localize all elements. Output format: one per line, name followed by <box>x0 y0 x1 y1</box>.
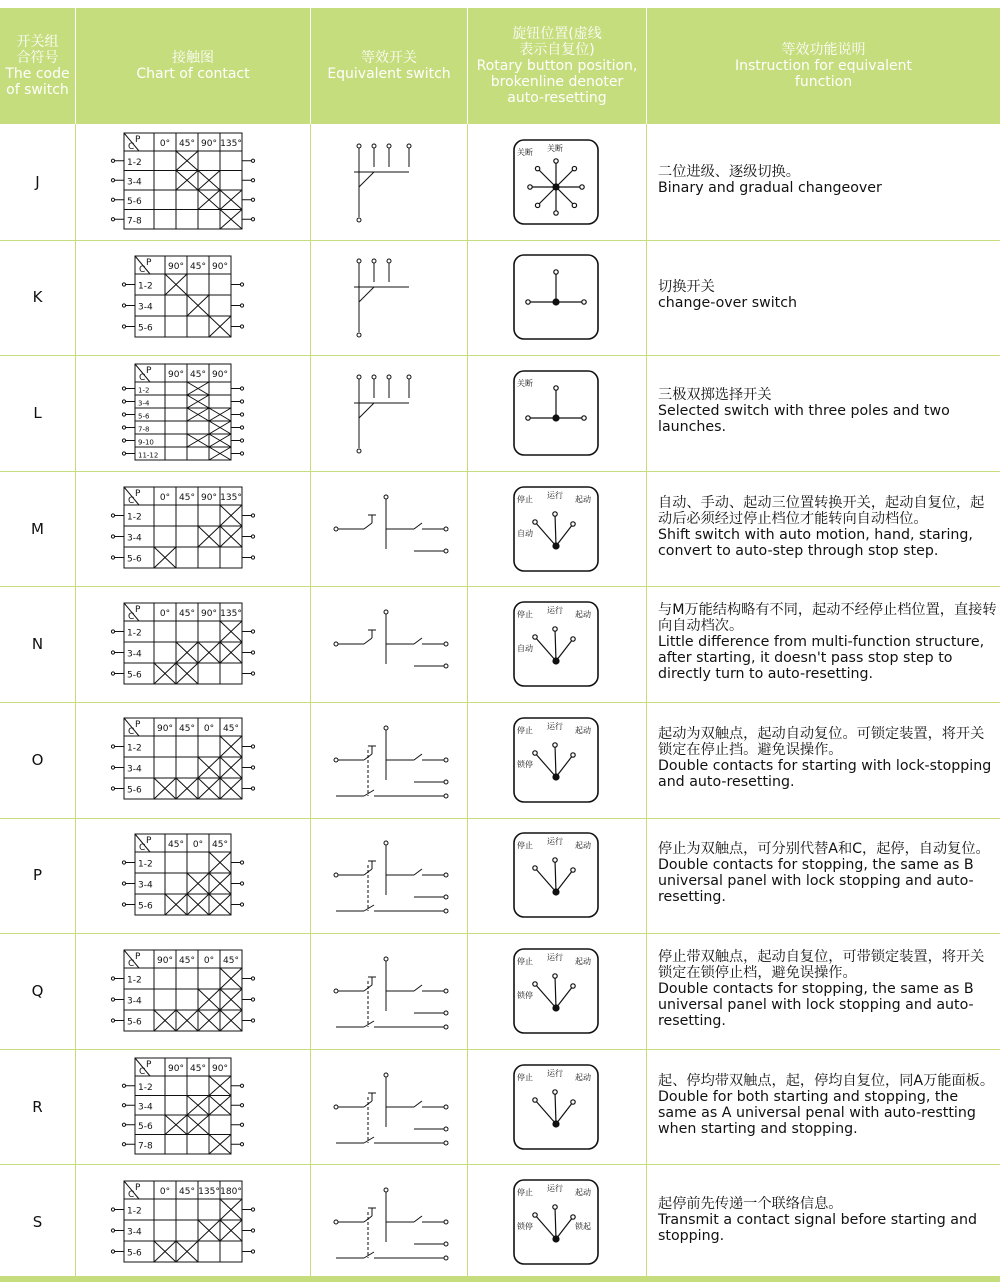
angle-label: 90° <box>201 608 217 619</box>
angle-label: 135° <box>220 608 242 619</box>
contact-chart <box>104 944 282 1039</box>
svg-text:P: P <box>135 1182 141 1193</box>
svg-text:P: P <box>135 720 141 731</box>
knob-label: 锁停 <box>517 1222 533 1232</box>
contact-label: 3-4 <box>127 649 142 660</box>
switch-code: S <box>32 1213 43 1232</box>
knob-label: 运行 <box>547 1068 563 1078</box>
knob-position-diagram <box>513 948 599 1034</box>
contact-label: 5-6 <box>127 1248 142 1259</box>
equivalent-switch-diagram <box>324 479 454 579</box>
angle-label: 45° <box>212 839 228 850</box>
description-zh: 三极双掷选择开关 <box>658 387 772 403</box>
knob-label: 锁停 <box>517 759 533 769</box>
description-en: Double contacts for starting with lock-stopping and auto-resetting. <box>658 757 992 790</box>
angle-label: 90° <box>157 724 173 735</box>
contact-label: 3-4 <box>127 177 142 188</box>
svg-text:C: C <box>128 496 135 507</box>
svg-text:C: C <box>128 1189 135 1200</box>
contact-chart <box>104 1175 282 1270</box>
angle-label: 90° <box>168 261 184 272</box>
function-description <box>658 602 998 682</box>
contact-label: 1-2 <box>127 975 142 985</box>
contact-chart <box>115 1052 271 1162</box>
contact-label: 11-12 <box>138 451 159 460</box>
description-zh: 起、停均带双触点，起，停均自复位，同A万能面板。 <box>658 1072 995 1089</box>
description-zh: 停止带双触点，起动自复位，可带锁定装置，将开关锁定在锁停止档，避免误操作。 <box>658 949 985 981</box>
contact-label: 5-6 <box>138 412 150 421</box>
angle-label: 45° <box>179 955 195 966</box>
contact-label: 3-4 <box>138 880 153 891</box>
angle-label: 90° <box>212 261 228 272</box>
header-code: 开关组 合符号 The code of switch <box>0 8 75 124</box>
contact-label: 5-6 <box>127 670 142 681</box>
svg-text:P: P <box>135 951 141 962</box>
description-zh: 二位进级、逐级切换。 <box>658 163 800 180</box>
knob-label: 起动 <box>575 494 591 504</box>
contact-label: 1-2 <box>127 157 142 168</box>
switch-code: L <box>33 404 42 422</box>
contact-label: 3-4 <box>127 1227 142 1238</box>
knob-label: 停止 <box>517 841 533 851</box>
contact-label: 5-6 <box>127 785 142 796</box>
angle-label: 45° <box>190 370 206 380</box>
knob-label: 停止 <box>517 610 533 620</box>
angle-label: 0° <box>159 1186 171 1197</box>
header-equivalent-switch: 等效开关 Equivalent switch <box>311 8 467 124</box>
knob-position-diagram <box>513 486 599 572</box>
contact-label: 1-2 <box>138 281 153 292</box>
equivalent-switch-diagram <box>324 132 454 232</box>
angle-label: 90° <box>168 370 184 380</box>
knob-label: 停止 <box>517 725 533 735</box>
equivalent-switch-diagram <box>324 1057 454 1157</box>
switch-code: J <box>35 172 40 191</box>
equivalent-switch-diagram <box>324 1172 454 1272</box>
contact-label: 5-6 <box>127 196 142 207</box>
contact-chart <box>104 127 282 237</box>
switch-code: M <box>31 519 44 538</box>
description-en: Double contacts for stopping, the same as B universal panel with lock stopping and auto-resetting. <box>658 981 974 1029</box>
angle-label: 0° <box>159 608 171 619</box>
description-en: Transmit a contact signal before starting and stopping. <box>658 1212 977 1245</box>
svg-text:P: P <box>146 835 152 846</box>
knob-label: 锁起 <box>575 1222 591 1232</box>
contact-label: 7-8 <box>127 216 142 227</box>
contact-label: 3-4 <box>127 764 142 775</box>
function-description <box>658 949 998 1029</box>
knob-label: 起动 <box>575 1188 591 1198</box>
angle-label: 45° <box>223 955 239 966</box>
contact-label: 3-4 <box>138 1101 153 1112</box>
knob-label: 关断 <box>517 379 533 388</box>
description-en: Binary and gradual changeover <box>658 179 882 196</box>
knob-label: 停止 <box>517 1188 533 1198</box>
angle-label: 0° <box>159 138 171 149</box>
contact-chart <box>115 250 271 345</box>
knob-position-diagram <box>513 1064 599 1150</box>
description-en: Selected switch with three poles and two launches. <box>658 403 950 435</box>
switch-code: N <box>31 635 44 654</box>
knob-label: 关断 <box>547 143 563 153</box>
angle-label: 180° <box>220 1186 242 1197</box>
contact-chart <box>104 597 282 692</box>
knob-label: 自动 <box>517 644 533 654</box>
contact-label: 5-6 <box>138 1121 153 1132</box>
knob-position-diagram <box>513 717 599 803</box>
svg-text:P: P <box>135 604 141 615</box>
angle-label: 45° <box>168 839 184 850</box>
knob-label: 停止 <box>517 494 533 504</box>
angle-label: 90° <box>212 1063 228 1074</box>
contact-label: 3-4 <box>127 533 142 544</box>
svg-text:C: C <box>139 1066 146 1077</box>
contact-chart <box>104 712 282 807</box>
knob-label: 运行 <box>547 490 563 500</box>
angle-label: 90° <box>212 370 228 380</box>
angle-label: 45° <box>179 1186 195 1197</box>
function-description <box>658 164 998 196</box>
equivalent-switch-diagram <box>324 363 454 463</box>
svg-text:C: C <box>139 373 146 383</box>
angle-label: 45° <box>190 1063 206 1074</box>
knob-label: 停止 <box>517 957 533 966</box>
equivalent-switch-diagram <box>324 710 454 810</box>
contact-label: 9-10 <box>138 438 154 447</box>
knob-label: 锁停 <box>517 991 533 1000</box>
function-description <box>658 841 998 905</box>
contact-label: 7-8 <box>138 1140 153 1151</box>
svg-text:C: C <box>139 842 146 853</box>
svg-text:C: C <box>128 727 135 738</box>
switch-code: R <box>32 1097 43 1116</box>
angle-label: 45° <box>190 261 206 272</box>
equivalent-switch-diagram <box>324 941 454 1041</box>
svg-text:C: C <box>139 264 146 275</box>
function-description <box>658 1073 998 1137</box>
contact-chart <box>115 828 271 923</box>
svg-text:P: P <box>135 134 141 145</box>
knob-label: 运行 <box>547 837 563 847</box>
switch-code: O <box>31 750 44 769</box>
description-zh: 起动为双触点，起动自动复位。可锁定装置，将开关锁定在停止挡。避免误操作。 <box>658 725 985 758</box>
function-description <box>658 1196 998 1244</box>
svg-text:P: P <box>146 1059 152 1070</box>
angle-label: 0° <box>192 839 204 850</box>
knob-label: 起动 <box>575 610 591 620</box>
knob-position-diagram <box>513 832 599 918</box>
contact-label: 1-2 <box>138 859 153 870</box>
switch-code: P <box>32 866 43 885</box>
angle-label: 90° <box>157 955 173 966</box>
knob-label: 起动 <box>575 957 591 966</box>
function-description <box>658 726 998 790</box>
angle-label: 45° <box>179 724 195 735</box>
function-description <box>658 279 998 311</box>
angle-label: 0° <box>159 493 171 504</box>
header-knob-position: 旋钮位置(虚线 表示自复位) Rotary button position, brokenline denoter auto-resetting <box>468 8 646 124</box>
contact-label: 1-2 <box>138 386 150 395</box>
equivalent-switch-diagram <box>324 825 454 925</box>
knob-label: 运行 <box>547 606 563 616</box>
switch-code: Q <box>31 982 44 1000</box>
angle-label: 45° <box>179 608 195 619</box>
equivalent-switch-diagram <box>324 594 454 694</box>
contact-label: 5-6 <box>127 554 142 565</box>
bottom-bar <box>0 1276 1000 1282</box>
svg-text:P: P <box>146 257 152 268</box>
angle-label: 45° <box>179 493 195 504</box>
description-zh: 切换开关 <box>658 279 715 296</box>
knob-label: 起动 <box>575 725 591 735</box>
contact-label: 1-2 <box>127 1206 142 1217</box>
angle-label: 90° <box>168 1063 184 1074</box>
contact-label: 1-2 <box>138 1082 153 1093</box>
description-en: change-over switch <box>658 295 798 312</box>
description-zh: 停止为双触点，可分别代替A和C，起停，自动复位。 <box>658 841 990 858</box>
header-function: 等效功能说明 Instruction for equivalent function <box>647 8 1000 124</box>
description-zh: 起停前先传递一个联络信息。 <box>658 1196 843 1213</box>
knob-label: 运行 <box>547 953 563 962</box>
function-description <box>658 495 998 559</box>
angle-label: 90° <box>201 493 217 504</box>
contact-label: 3-4 <box>127 996 142 1006</box>
description-en: Double for both starting and stopping, the same as A universal penal with auto-restting when starting and stopping. <box>658 1088 976 1137</box>
contact-label: 3-4 <box>138 399 150 408</box>
svg-text:P: P <box>146 366 152 376</box>
switch-code: K <box>32 288 43 307</box>
svg-text:C: C <box>128 958 135 969</box>
description-en: Shift switch with auto motion, hand, staring, convert to auto-step through stop step. <box>658 526 973 559</box>
knob-label: 运行 <box>547 1184 563 1194</box>
angle-label: 0° <box>203 955 215 966</box>
description-en: Double contacts for stopping, the same as B universal panel with lock stopping and auto-resetting. <box>658 857 974 906</box>
description-en: Little difference from multi-function structure, after starting, it doesn't pass stop step to directly turn to auto-resetting. <box>658 634 985 683</box>
angle-label: 90° <box>201 138 217 149</box>
knob-label: 停止 <box>517 1072 533 1082</box>
angle-label: 45° <box>223 724 239 735</box>
function-description <box>658 387 998 435</box>
knob-position-diagram <box>513 601 599 687</box>
angle-label: 135° <box>198 1186 220 1197</box>
angle-label: 135° <box>220 493 242 504</box>
contact-chart <box>104 481 282 576</box>
contact-label: 5-6 <box>127 1017 142 1027</box>
knob-label: 起动 <box>575 1072 591 1082</box>
description-zh: 自动、手动、起动三位置转换开关，起动自复位，起动后必须经过停止档位才能转向自动档位。 <box>658 494 985 527</box>
svg-text:C: C <box>128 141 135 152</box>
contact-chart <box>115 358 271 468</box>
equivalent-switch-diagram <box>324 247 454 347</box>
knob-label: 起动 <box>575 841 591 851</box>
angle-label: 0° <box>203 724 215 735</box>
svg-text:C: C <box>128 611 135 622</box>
angle-label: 45° <box>179 138 195 149</box>
knob-position-diagram <box>513 1179 599 1265</box>
contact-label: 5-6 <box>138 901 153 912</box>
knob-label: 自动 <box>517 528 533 538</box>
contact-label: 1-2 <box>127 743 142 754</box>
knob-position-diagram <box>513 370 599 456</box>
knob-label: 关断 <box>517 147 533 157</box>
knob-position-diagram <box>513 254 599 340</box>
knob-label: 运行 <box>547 721 563 731</box>
contact-label: 3-4 <box>138 302 153 313</box>
knob-position-diagram <box>513 139 599 225</box>
description-zh: 与M万能结构略有不同，起动不经停止档位置，直接转向自动档次。 <box>658 602 997 635</box>
contact-label: 7-8 <box>138 425 150 434</box>
header-contact-chart: 接触图 Chart of contact <box>76 8 310 124</box>
contact-label: 1-2 <box>127 512 142 523</box>
contact-label: 1-2 <box>127 628 142 639</box>
angle-label: 135° <box>220 138 242 149</box>
contact-label: 5-6 <box>138 323 153 334</box>
svg-text:P: P <box>135 489 141 500</box>
